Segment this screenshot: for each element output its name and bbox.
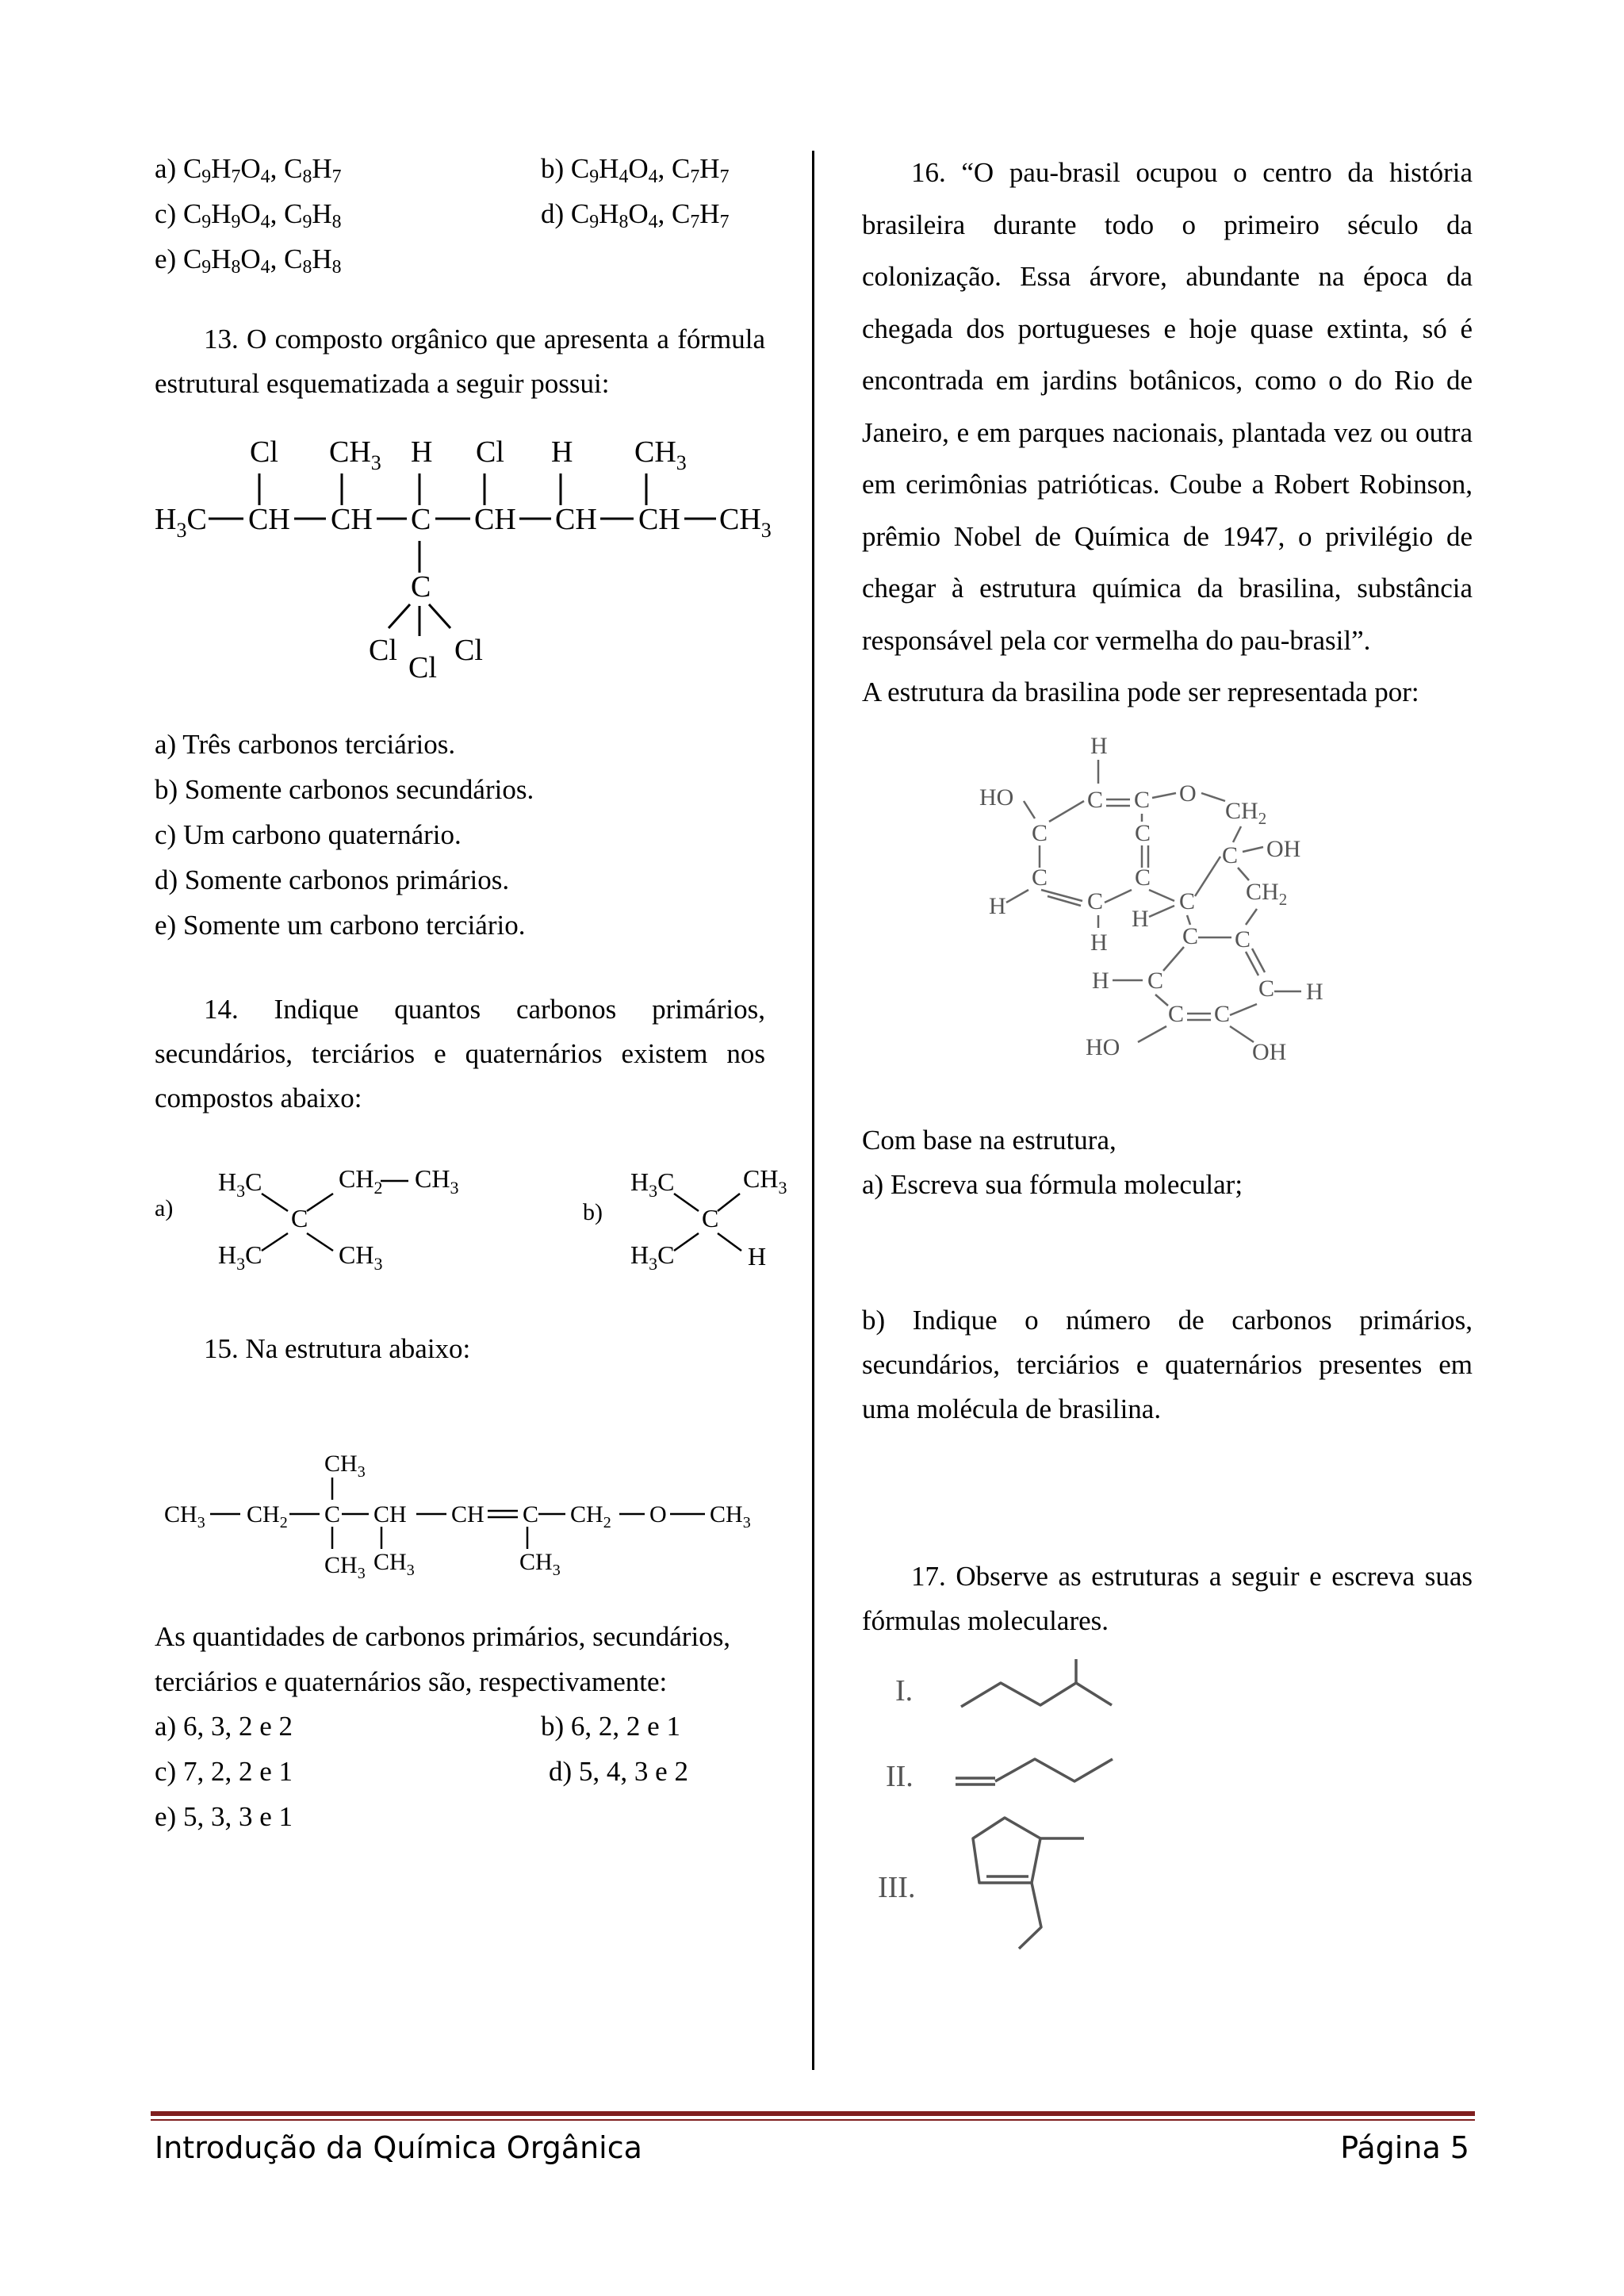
q13-atom: H — [551, 435, 573, 469]
brasilina-atom: H — [1090, 930, 1108, 956]
footer-rule — [151, 2111, 1475, 2116]
brasilina-atom: C — [1032, 820, 1048, 846]
q12-option-c: c) $C_9H_9O_4$, $C_9H_8$ — [155, 198, 342, 232]
brasilina-atom: OH — [1252, 1039, 1287, 1065]
q16-stem: 16. “O pau-brasil ocupou o centro da história brasileira durante todo o primeiro século da colonização. Essa árvore, abundante na época da chegada dos portugueses e hoje quase extinta, só é encontrada em jardins botânicos, como o do Rio de Janeiro, e em parques nacionais, plantada vez ou outra em cerimônias patrióticas. Coube a Robert Robinson, prêmio Nobel de Química de 1947, o privilégio de chegar à estrutura química da brasilina, substância responsável pela cor vermelha do pau-brasil”. — [862, 157, 1473, 656]
q15-option: a) 6, 3, 2 e 2 — [155, 1711, 293, 1742]
right-column — [862, 147, 1473, 1992]
q13-stem: 13. O composto orgânico que apresenta a fórmula estrutural esquematizada a seguir possui: — [155, 324, 765, 399]
q13-atom: Cl — [476, 435, 504, 469]
brasilina-atom: C — [1258, 976, 1275, 1002]
q15-atom: $CH_3$ — [164, 1501, 205, 1531]
q17-label: I. — [895, 1674, 914, 1708]
q15-atom: $CH_3$ — [373, 1549, 415, 1579]
q13-atom: C — [411, 503, 431, 536]
brasilina-atom: HO — [979, 784, 1014, 811]
q14-atom: $H_3C$ — [630, 1240, 675, 1274]
q15-atom: $CH_3$ — [324, 1552, 366, 1582]
brasilina-atom: C — [1087, 888, 1104, 914]
q17-stem: 17. Observe as estruturas a seguir e escreva suas fórmulas moleculares. — [862, 1561, 1473, 1636]
q13-atom: Cl — [250, 435, 278, 469]
q15-atom: C — [523, 1501, 539, 1527]
brasilina-structure — [979, 722, 1590, 1110]
q12-option-d: d) $C_9H_8O_4$, $C_7H_7$ — [541, 198, 730, 232]
q16-item-a: a) Escreva sua fórmula molecular; — [862, 1169, 1243, 1200]
q16-item-b: b) Indique o número de carbonos primários, secundários, terciários e quaternários presentes em uma molécula de brasilina. — [862, 1305, 1473, 1424]
q13-option: e) Somente um carbono terciário. — [155, 910, 526, 941]
q14-atom: C — [291, 1204, 308, 1232]
q13-atom: CH — [555, 503, 597, 536]
brasilina-atom: C — [1214, 1001, 1231, 1027]
q13-option: d) Somente carbonos primários. — [155, 864, 510, 895]
brasilina-atom: H — [1092, 968, 1109, 994]
q13-option: a) Três carbonos terciários. — [155, 729, 456, 760]
q14-atom: $CH_2$ — [339, 1164, 383, 1198]
q12-option-e: e) $C_9H_8O_4$, $C_8H_8$ — [155, 243, 342, 278]
q13-options — [155, 722, 765, 948]
q14-atom: $CH_3$ — [339, 1240, 383, 1274]
brasilina-atom: HO — [1086, 1034, 1120, 1060]
q13-atom: $CH_3$ — [329, 435, 381, 474]
q14-label-a: a) — [155, 1195, 174, 1221]
q13-atom: CH — [331, 503, 373, 536]
brasilina-atom: H — [1306, 979, 1323, 1005]
q13-atom: $H_3C$ — [155, 503, 207, 542]
brasilina-atom: C — [1134, 787, 1151, 813]
brasilina-atom: $CH_2$ — [1246, 879, 1288, 909]
brasilina-atom: C — [1179, 888, 1196, 914]
q12-option-row — [155, 147, 765, 192]
q14-stem: 14. Indique quantos carbonos primários, secundários, terciários e quaternários existem nos compostos abaixo: — [155, 994, 765, 1114]
q13-atom: Cl — [369, 634, 397, 667]
brasilina-atom: C — [1182, 923, 1199, 949]
q17-label: II. — [886, 1760, 914, 1793]
q13-atom: Cl — [408, 651, 437, 684]
brasilina-atom: C — [1235, 926, 1251, 953]
q14-atom: H — [748, 1242, 767, 1271]
q13-option: c) Um carbono quaternário. — [155, 819, 462, 850]
q14-atom: $CH_3$ — [415, 1164, 459, 1198]
brasilina-atom: H — [989, 893, 1006, 919]
q15-option: d) 5, 4, 3 e 2 — [549, 1756, 688, 1787]
q13-option: b) Somente carbonos secundários. — [155, 774, 534, 805]
q14-label-b: b) — [583, 1199, 603, 1225]
q12-option-b: b) $C_9H_4O_4$, $C_7H_7$ — [541, 153, 730, 187]
q13-atom: $CH_3$ — [634, 435, 687, 474]
q15-stem: 15. Na estrutura abaixo: — [204, 1333, 471, 1364]
brasilina-atom: C — [1168, 1001, 1185, 1027]
q15-option-row — [155, 1795, 765, 1840]
q15-option: c) 7, 2, 2 e 1 — [155, 1756, 293, 1787]
q16-base: Com base na estrutura, — [862, 1125, 1116, 1156]
q14-atom: $H_3C$ — [218, 1167, 262, 1201]
q15-options — [155, 1704, 765, 1840]
q13-structural-formula — [155, 430, 772, 692]
brasilina-atom: C — [1087, 787, 1104, 813]
q17-label: III. — [878, 1871, 916, 1904]
footer-title: Introdução da Química Orgânica — [155, 2130, 642, 2165]
q12-option-row — [155, 237, 765, 282]
q15-atom: O — [649, 1501, 667, 1527]
q15-option: b) 6, 2, 2 e 1 — [541, 1711, 680, 1742]
q15-option-row — [155, 1704, 765, 1750]
footer-rule-thin — [151, 2119, 1475, 2121]
q15-atom: CH — [373, 1501, 407, 1527]
brasilina-atom: H — [1132, 906, 1149, 932]
brasilina-atom: C — [1222, 842, 1239, 868]
q14-structures — [155, 1152, 787, 1279]
q15-atom: $CH_3$ — [519, 1549, 561, 1579]
q13-atom: H — [411, 435, 433, 469]
q12-options — [155, 147, 765, 282]
brasilina-atom: C — [1147, 968, 1164, 994]
q15-atom: $CH_3$ — [710, 1501, 751, 1531]
brasilina-atom: $CH_2$ — [1225, 798, 1267, 828]
q15-atom: C — [324, 1501, 341, 1527]
left-column — [155, 147, 787, 1840]
column-divider — [812, 151, 814, 2070]
q13-atom: $CH_3$ — [719, 503, 772, 542]
q15-option-row — [155, 1750, 765, 1795]
q15-question: As quantidades de carbonos primários, secundários, terciários e quaternários são, respectivamente: — [155, 1621, 731, 1697]
q14-atom: $CH_3$ — [743, 1164, 787, 1198]
q14-atom: $H_3C$ — [218, 1240, 262, 1274]
q14-atom: C — [702, 1204, 719, 1232]
brasilina-atom: OH — [1266, 836, 1301, 862]
q13-atom: CH — [638, 503, 680, 536]
brasilina-atom: C — [1135, 864, 1151, 891]
q12-option-row — [155, 192, 765, 237]
q15-structural-formula — [155, 1443, 765, 1585]
q15-option: e) 5, 3, 3 e 1 — [155, 1801, 293, 1832]
brasilina-atom: H — [1090, 733, 1108, 759]
q15-atom: $CH_3$ — [324, 1451, 366, 1481]
q13-atom: Cl — [454, 634, 483, 667]
q13-atom: CH — [474, 503, 516, 536]
q15-atom: $CH_2$ — [247, 1501, 288, 1531]
q15-atom: $CH_2$ — [570, 1501, 611, 1531]
q14-atom: $H_3C$ — [630, 1167, 675, 1201]
q15-atom: CH — [451, 1501, 485, 1527]
brasilina-atom: O — [1179, 780, 1197, 807]
q16-intro: A estrutura da brasilina pode ser representada por: — [862, 677, 1419, 707]
q17-structures — [862, 1659, 1473, 1992]
q12-option-a: a) $C_9H_7O_4$, $C_8H_7$ — [155, 153, 342, 187]
footer-page-number: Página 5 — [1340, 2130, 1469, 2165]
q13-atom: CH — [248, 503, 290, 536]
brasilina-atom: C — [1135, 820, 1151, 846]
brasilina-atom: C — [1032, 864, 1048, 891]
q13-atom: C — [411, 570, 431, 604]
